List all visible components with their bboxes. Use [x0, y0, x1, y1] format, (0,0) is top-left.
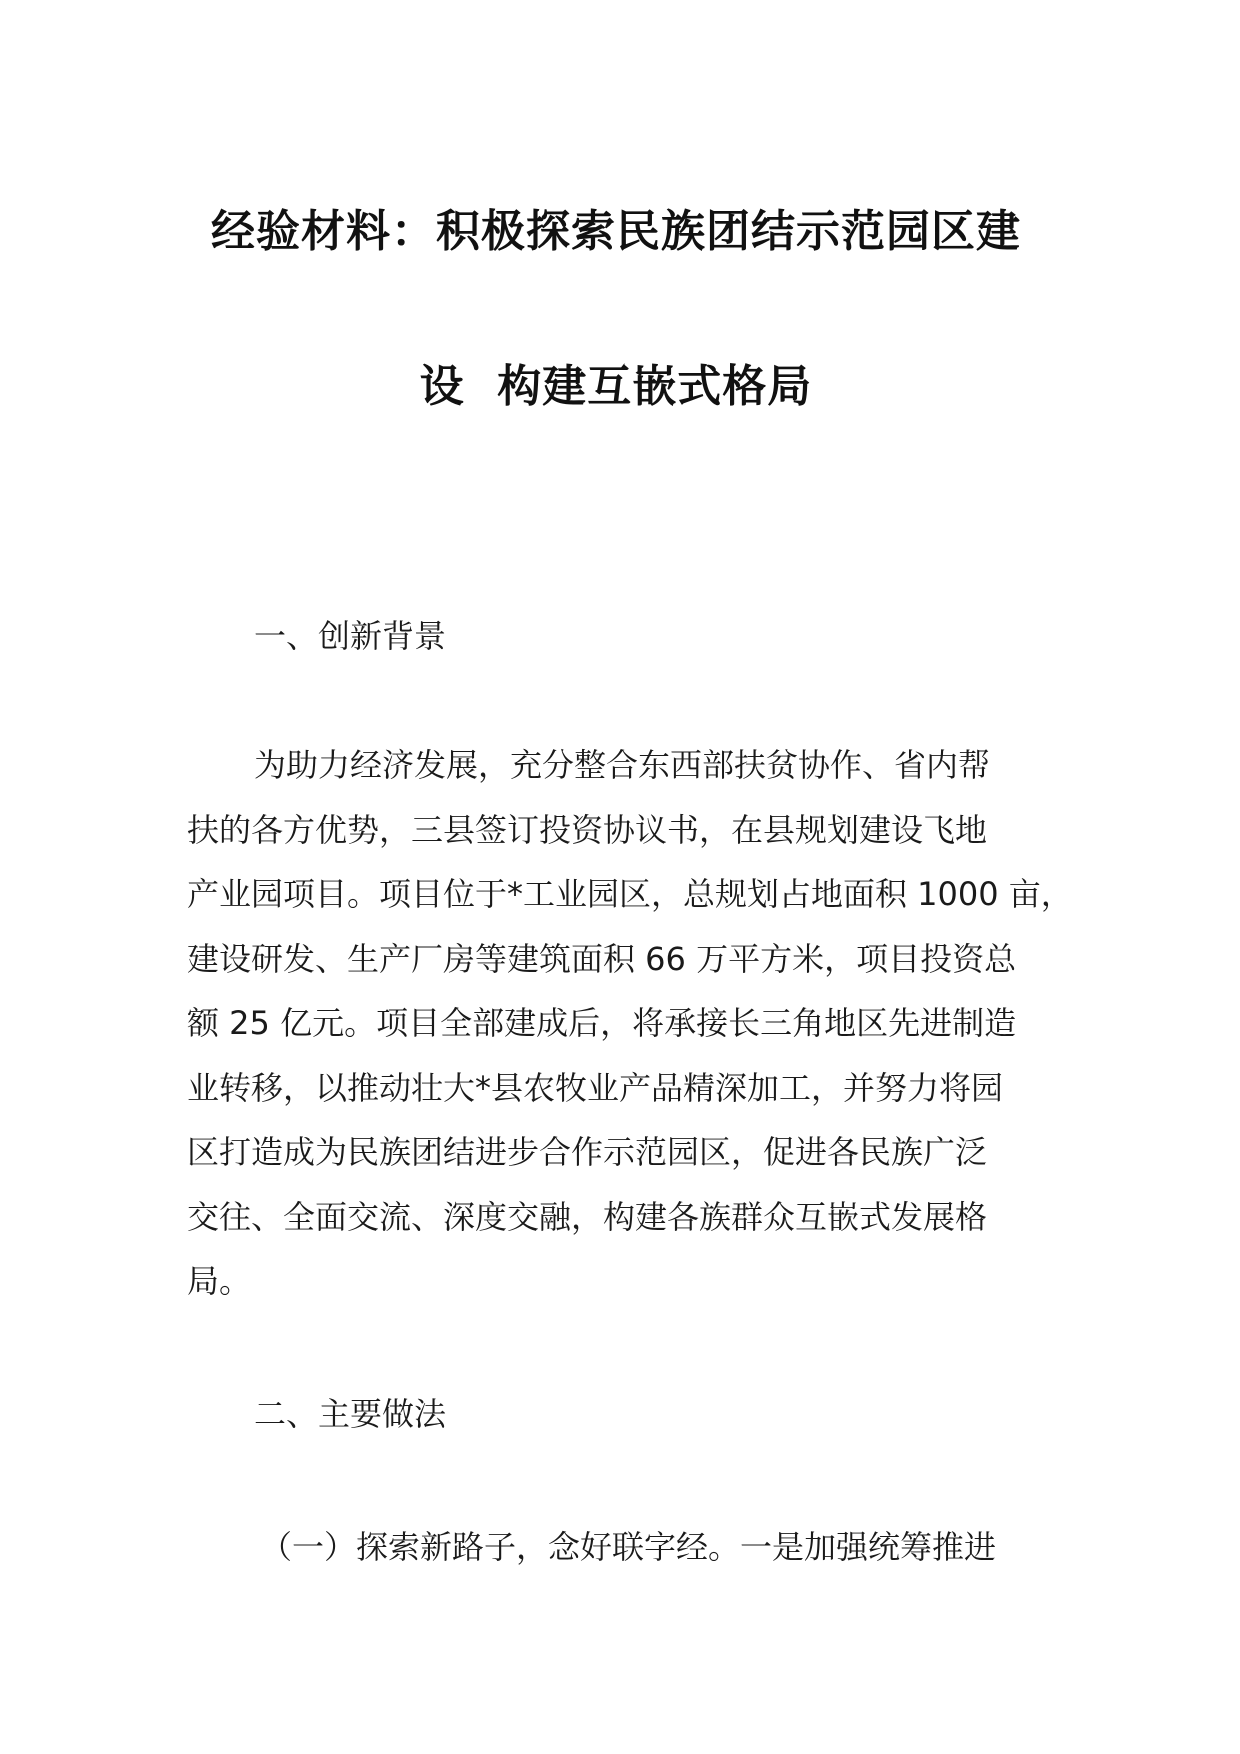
paragraph-practices: [187, 1515, 1067, 1580]
paragraph-line: 产业园项目。项目位于*工业园区，总规划占地面积 1000 亩，: [187, 875, 1073, 913]
paragraph-line: 业转移，以推动壮大*县农牧业产品精深加工，并努力将园: [187, 1068, 1004, 1107]
document-title-line-2: 设 构建互嵌式格局: [419, 361, 813, 412]
paragraph-line: （一）探索新路子，念好联字经。一是加强统筹推进: [260, 1528, 997, 1566]
paragraph-line: 扶的各方优势，三县签订投资协议书，在县规划建设飞地: [187, 810, 988, 849]
paragraph-line: 区打造成为民族团结进步合作示范园区，促进各民族广泛: [187, 1133, 988, 1171]
paragraph-background: [187, 733, 1073, 1314]
paragraph-line: 建设研发、生产厂房等建筑面积 66 万平方米，项目投资总: [187, 939, 1017, 978]
document-title-line-1: 经验材料：积极探索民族团结示范园区建: [211, 206, 1021, 257]
paragraph-line: 交往、全面交流、深度交融，构建各族群众互嵌式发展格: [187, 1197, 988, 1236]
paragraph-line: 额 25 亿元。项目全部建成后，将承接长三角地区先进制造: [187, 1004, 1017, 1042]
section-heading-innovation-background: 一、创新背景: [254, 617, 447, 655]
section-heading-main-practices: 二、主要做法: [254, 1395, 447, 1433]
paragraph-line: 为助力经济发展，充分整合东西部扶贫协作、省内帮: [254, 746, 991, 784]
paragraph-line: 局。: [187, 1262, 252, 1300]
